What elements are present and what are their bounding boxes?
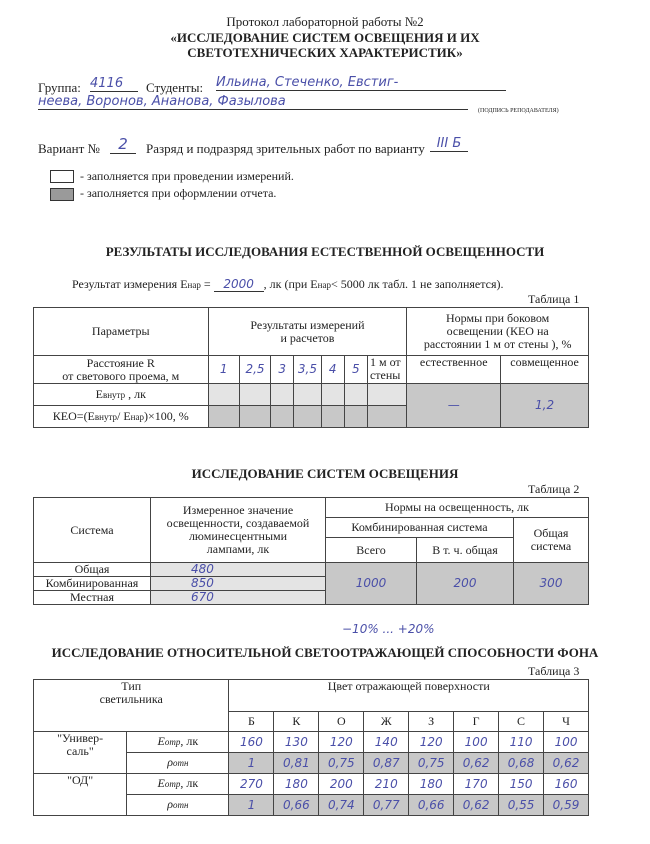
rho-value: 0,74 <box>319 795 364 816</box>
rho-value: 0,87 <box>364 753 409 774</box>
table2-row-value: 850 <box>151 577 326 591</box>
table2-row-value: 670 <box>151 591 326 605</box>
distance-cell: 1 <box>208 356 239 384</box>
table3-caption: Таблица 3 <box>528 664 580 678</box>
rho-value: 0,81 <box>274 753 319 774</box>
lamp-universal: "Универ- саль" <box>34 732 127 774</box>
section2-title: ИССЛЕДОВАНИЕ СИСТЕМ ОСВЕЩЕНИЯ <box>191 466 459 481</box>
color-header: Г <box>454 712 499 732</box>
table2-col-system: Система <box>34 498 151 563</box>
color-header: Ч <box>544 712 589 732</box>
table2-row-name: Комбинированная <box>34 577 151 591</box>
table2-row-name: Местная <box>34 591 151 605</box>
distance-cell: 4 <box>321 356 344 384</box>
rho-label: ρотн <box>127 753 229 774</box>
color-header: С <box>499 712 544 732</box>
distance-cell: 3,5 <box>294 356 321 384</box>
lamp-od: "ОД" <box>34 774 127 816</box>
table1-col-combined: совмещенное <box>501 356 589 384</box>
e-label: Eотр, лк <box>127 774 229 795</box>
students-label: Студенты: <box>146 80 204 95</box>
rho-value: 0,66 <box>274 795 319 816</box>
table2 <box>33 497 589 605</box>
tolerance-note: −10% ... +20% <box>342 622 435 636</box>
table1-row-distance: Расстояние R от светового проема, м <box>34 356 209 384</box>
legend-white-swatch <box>50 170 74 183</box>
group-label: Группа: <box>38 80 81 95</box>
table2-col-total: Всего <box>326 538 417 563</box>
rho-value: 0,59 <box>544 795 589 816</box>
table2-col-combined: Комбинированная система <box>326 518 514 538</box>
distance-cell: 5 <box>344 356 367 384</box>
external-illuminance-value: 2000 <box>214 277 264 292</box>
rho-value: 0,55 <box>499 795 544 816</box>
students-line2: неева, Воронов, Ананова, Фазылова <box>38 94 468 110</box>
table1-col-natural: естественное <box>407 356 501 384</box>
rank-label: Разряд и подразряд зрительных работ по варианту <box>146 141 425 156</box>
norm-total-value: 1000 <box>326 563 417 605</box>
distance-cell: 2,5 <box>239 356 270 384</box>
table1-caption: Таблица 1 <box>528 292 580 306</box>
e-value: 100 <box>544 732 589 753</box>
color-header: Б <box>229 712 274 732</box>
rank-value: III Б <box>430 136 468 152</box>
work-title-line2: СВЕТОТЕХНИЧЕСКИХ ХАРАКТЕРИСТИК» <box>187 45 463 60</box>
e-value: 110 <box>499 732 544 753</box>
legend-white-text: - заполняется при проведении измерений. <box>80 169 294 183</box>
table2-row-name: Общая <box>34 563 151 577</box>
rho-label: ρотн <box>127 795 229 816</box>
norm-incl-value: 200 <box>417 563 514 605</box>
table1-row-keo: КЕО=(Eвнутр/ Eнар)×100, % <box>34 406 209 428</box>
signature-caption: (ПОДПИСЬ РЕПОДАВАТЕЛЯ) <box>478 108 559 114</box>
combined-norm-value: 1,2 <box>501 384 589 428</box>
section3-title: ИССЛЕДОВАНИЕ ОТНОСИТЕЛЬНОЙ СВЕТООТРАЖАЮЩЕЙ СПОСОБНОСТИ ФОНА <box>51 645 599 660</box>
table3-col-type: Тип светильника <box>34 680 229 732</box>
students-line1: Ильина, Стеченко, Евстиг- <box>216 75 506 91</box>
legend-gray-swatch <box>50 188 74 201</box>
rho-value: 0,75 <box>319 753 364 774</box>
table2-col-norms: Нормы на освещенность, лк <box>326 498 589 518</box>
rho-value: 0,75 <box>409 753 454 774</box>
variant-value: 2 <box>110 135 136 154</box>
group-value: 4116 <box>90 76 138 92</box>
one-m-cell: 1 м от стены <box>367 356 406 384</box>
table2-caption: Таблица 2 <box>528 482 580 496</box>
e-value: 100 <box>454 732 499 753</box>
color-header: Ж <box>364 712 409 732</box>
variant-label: Вариант № <box>38 141 100 156</box>
rho-value: 0,68 <box>499 753 544 774</box>
e-value: 160 <box>229 732 274 753</box>
table2-col-general: Общая система <box>514 518 589 563</box>
natural-norm-value: — <box>407 384 501 428</box>
table2-col-incl-general: В т. ч. общая <box>417 538 514 563</box>
e-value: 180 <box>274 774 319 795</box>
legend-gray-text: - заполняется при оформлении отчета. <box>80 186 277 200</box>
e-value: 150 <box>499 774 544 795</box>
e-value: 130 <box>274 732 319 753</box>
table1 <box>33 307 589 428</box>
table3-col-color: Цвет отражающей поверхности <box>229 680 589 712</box>
protocol-title: Протокол лабораторной работы №2 <box>226 14 424 29</box>
color-header: О <box>319 712 364 732</box>
rho-value: 0,62 <box>544 753 589 774</box>
rho-value: 0,62 <box>454 753 499 774</box>
rho-value: 0,77 <box>364 795 409 816</box>
e-value: 140 <box>364 732 409 753</box>
norm-general-value: 300 <box>514 563 589 605</box>
e-value: 160 <box>544 774 589 795</box>
e-value: 120 <box>319 732 364 753</box>
table1-col-results: Результаты измерений и расчетов <box>208 308 407 356</box>
work-title-line1: «ИССЛЕДОВАНИЕ СИСТЕМ ОСВЕЩЕНИЯ И ИХ <box>170 30 480 45</box>
e-value: 170 <box>454 774 499 795</box>
table3 <box>33 679 589 816</box>
table1-row-e-in: Eвнутр , лк <box>34 384 209 406</box>
rho-value: 1 <box>229 795 274 816</box>
e-value: 270 <box>229 774 274 795</box>
e-value: 180 <box>409 774 454 795</box>
section1-title: РЕЗУЛЬТАТЫ ИССЛЕДОВАНИЯ ЕСТЕСТВЕННОЙ ОСВЕЩЕННОСТИ <box>105 244 545 259</box>
section1-result-line: Результат измерения Eнар = 2000 , лк (при Eнар< 5000 лк табл. 1 не заполняется). <box>72 277 504 291</box>
table1-col-params: Параметры <box>34 308 209 356</box>
e-label: Eотр, лк <box>127 732 229 753</box>
e-value: 210 <box>364 774 409 795</box>
table2-row-value: 480 <box>151 563 326 577</box>
e-value: 120 <box>409 732 454 753</box>
color-header: К <box>274 712 319 732</box>
rho-value: 0,66 <box>409 795 454 816</box>
distance-cell: 3 <box>271 356 294 384</box>
table1-col-norms: Нормы при боковом освещении (КЕО на расстоянии 1 м от стены ), % <box>407 308 589 356</box>
rho-value: 1 <box>229 753 274 774</box>
e-value: 200 <box>319 774 364 795</box>
rho-value: 0,62 <box>454 795 499 816</box>
color-header: З <box>409 712 454 732</box>
table2-col-measured: Измеренное значение освещенности, создаваемой люминесцентными лампами, лк <box>151 498 326 563</box>
